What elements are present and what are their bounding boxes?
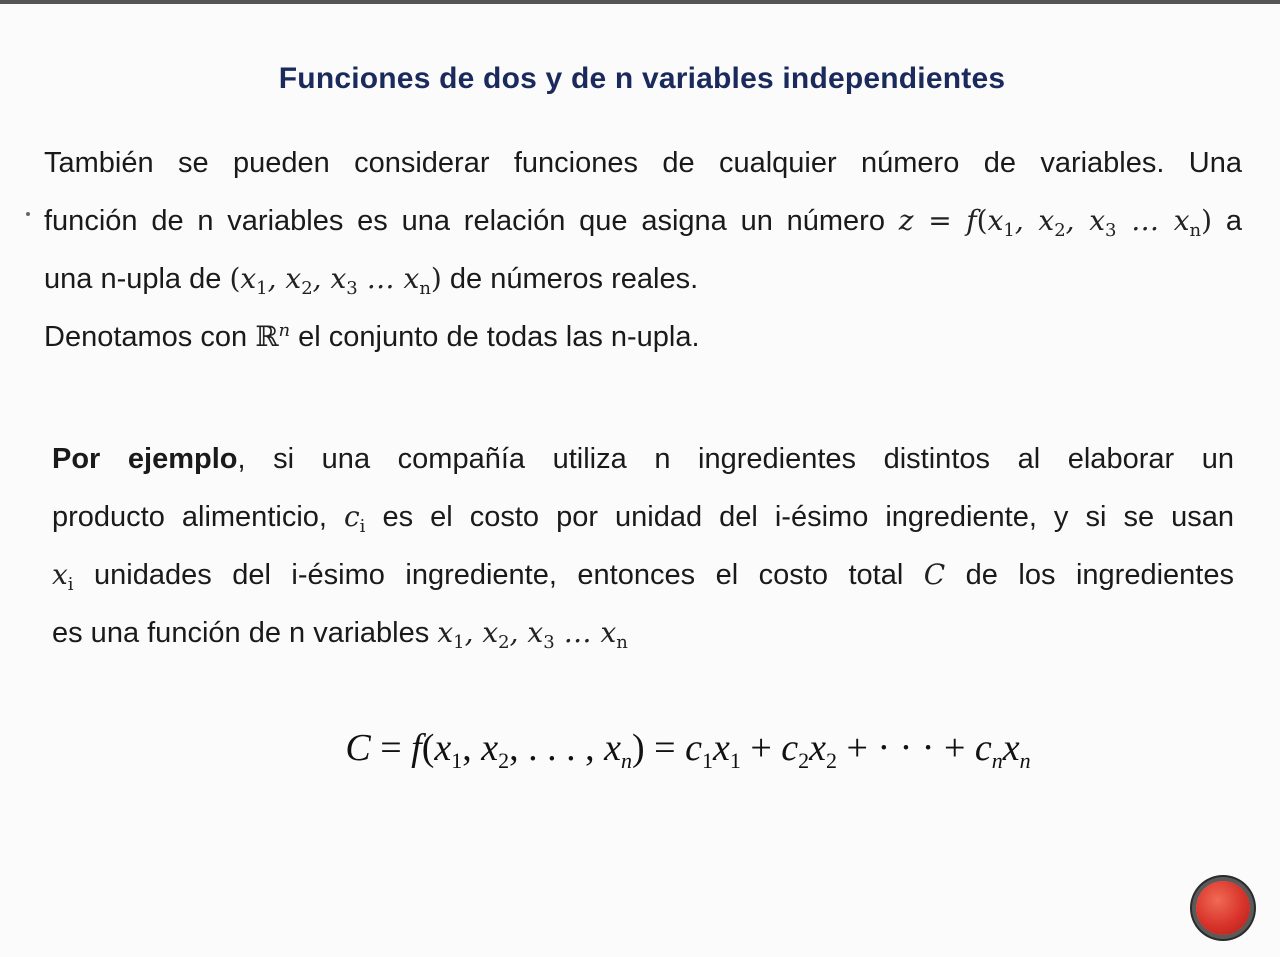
example-line-1-rest: , si una compañía utiliza n ingredientes distintos al elaborar un xyxy=(237,443,1234,475)
cost-symbol-ci: $c_i$ xyxy=(343,500,366,537)
definition-line-3 xyxy=(44,250,1242,308)
definition-line-1: También se pueden considerar funciones de cualquier número de variables. Una xyxy=(44,147,1242,179)
example-line-2-b: es el costo por unidad del i-ésimo ingrediente, y si se usan xyxy=(382,501,1234,533)
bullet-dot xyxy=(26,212,30,216)
definition-line-2-text: función de n variables es una relación que asigna un número xyxy=(44,205,885,237)
definition-line-2 xyxy=(44,192,1242,250)
n-tuple-expression: ($x_1$, $x_2$, $x_3$ … $x_n$) xyxy=(229,262,442,299)
example-lead: Por ejemplo xyxy=(52,443,238,475)
paragraph-definition xyxy=(44,134,1242,366)
variables-list: $x_1$, $x_2$, $x_3$ … $x_n$ xyxy=(437,616,628,653)
real-space-symbol: ℝ$^n$ xyxy=(255,320,291,353)
definition-line-2-end: a xyxy=(1225,205,1243,237)
function-expression: $z = f(x_1$, $x_2$, $x_3$ … $x_n$) xyxy=(898,204,1213,241)
paragraph-example xyxy=(52,430,1234,662)
example-line-4 xyxy=(52,604,1234,662)
example-line-2-a: producto alimenticio, xyxy=(52,501,327,533)
definition-line-3-start: una n-upla de xyxy=(44,263,222,295)
definition-line-4-end: el conjunto de todas las n-upla. xyxy=(298,321,700,353)
units-symbol-xi: $x_i$ xyxy=(52,558,74,595)
definition-line-4 xyxy=(44,308,1242,366)
cost-formula: $C = f(x_1$, $x_2$, . . . , $x_n) = c_1x_1 + c_2x_2$ + · · · + $c_nx_n$ xyxy=(345,727,1031,773)
example-line-2 xyxy=(52,488,1234,546)
example-line-1 xyxy=(52,430,1234,488)
example-line-3-b: unidades del i-ésimo ingrediente, entonces el costo total xyxy=(94,559,904,591)
next-slide-button[interactable] xyxy=(1196,881,1250,935)
total-cost-symbol: C xyxy=(923,558,946,591)
definition-line-4-start: Denotamos con xyxy=(44,321,248,353)
slide-title: Funciones de dos y de n variables independientes xyxy=(278,62,1006,95)
example-line-4-text: es una función de n variables xyxy=(52,617,430,649)
example-line-3-c: de los ingredientes xyxy=(965,559,1234,591)
example-line-3 xyxy=(52,546,1234,604)
definition-line-3-end: de números reales. xyxy=(449,263,699,295)
